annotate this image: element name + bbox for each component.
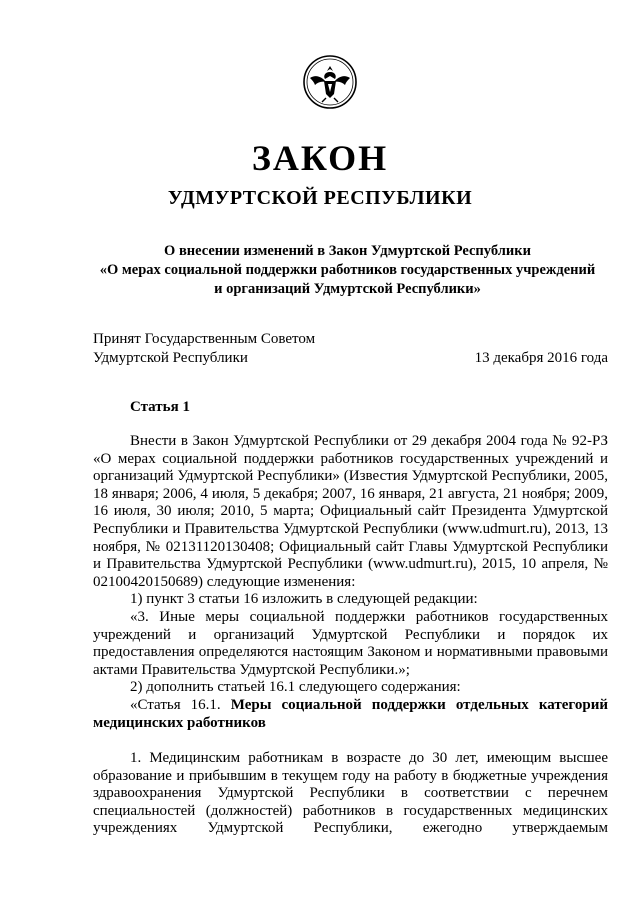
paragraph: 2) дополнить статьей 16.1 следующего содержания: [130, 679, 461, 696]
adoption-date: 13 декабря 2016 года [474, 350, 608, 366]
law-heading-line: О внесении изменений в Закон Удмуртской Республики [164, 243, 531, 259]
article-title: Статья 1 [130, 399, 190, 415]
document-title: ЗАКОН [251, 138, 389, 178]
law-heading-line: «О мерах социальной поддержки работников государственных учреждений [99, 262, 596, 278]
paragraph: «3. Иные меры социальной поддержки работников государственных учреждений и организаций Удмуртской Республики и порядок их предоставления определяются настоящим Законом и нормативными правовыми актами Правительства Удмуртской Республики.»; [93, 608, 608, 678]
law-heading-line: и организаций Удмуртской Республики» [214, 281, 481, 297]
paragraph: Внести в Закон Удмуртской Республики от 29 декабря 2004 года № 92-РЗ «О мерах социальной поддержки работников государственных учреждений и организаций Удмуртской Республики» (Известия Удмуртской Республики, 2005, 18 января; 2006, 4 июля, 5 декабря; 2007, 16 января, 21 августа, 21 ноября; 2009, 16 июля, 30 июля; 2010, 5 марта; Официальный сайт Президента Удмуртской Республики и Правительства Удмуртской Республики (www.udmurt.ru), 2013, 13 ноября, № 02131120130408; Официальный сайт Главы Удмуртской Республики и Правительства Удмуртской Республики (www.udmurt.ru), 2015, 10 апреля, № 02100420150689) следующие изменения: [93, 433, 608, 590]
paragraph: 1) пункт 3 статьи 16 изложить в следующей редакции: [130, 591, 478, 608]
document-subtitle: УДМУРТСКОЙ РЕСПУБЛИКИ [167, 187, 473, 209]
article-16-1-heading [93, 697, 608, 732]
coat-of-arms-emblem-icon [302, 54, 358, 110]
article-16-1-prefix: «Статья 16.1. [130, 696, 231, 713]
paragraph: 1. Медицинским работникам в возрасте до 30 лет, имеющим высшее образование и прибывшим в текущем году на работу в бюджетные учреждения здравоохранения Удмуртской Республики в соответствии с перечнем специальностей (должностей) работников в государственных медицинских учреждениях Удмуртской Республики, ежегодно утверждаемым [93, 750, 608, 837]
paragraph-gap [93, 732, 608, 750]
article-body [93, 433, 608, 838]
article-16-1-title: Меры социальной поддержки отдельных категорий медицинских работников [93, 696, 608, 731]
adoption-block [93, 330, 608, 368]
law-heading [80, 242, 615, 299]
adopted-by-line: Удмуртской Республики [93, 350, 248, 366]
adopted-by-line: Принят Государственным Советом [93, 331, 316, 347]
